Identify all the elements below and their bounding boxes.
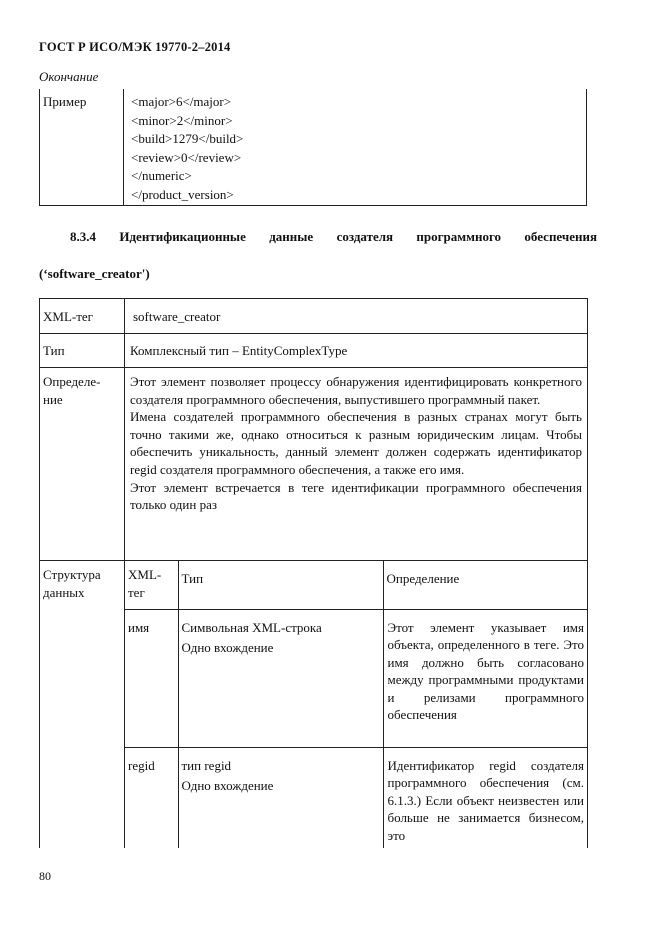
row-type-name: Символьная XML-строка bbox=[181, 619, 322, 635]
row-definition: Этот элемент указывает имя объекта, определенного в теге. Это имя должно быть согласовано между программными продуктами и релизами программного обеспечения bbox=[383, 609, 588, 747]
section-heading-text: 8.3.4 Идентификационные данные создателя программного обеспечения bbox=[70, 229, 597, 244]
row-definition: Идентификатор regid создателя программного обеспечения (см. 6.1.3.) Если объект неизвестен или больше не занимается бизнесом, это bbox=[387, 757, 584, 843]
example-line: <review>0</review> bbox=[131, 149, 242, 165]
structure-label: Структура данных bbox=[40, 561, 125, 849]
row-type-name: тип regid bbox=[181, 757, 232, 773]
structure-subtable bbox=[125, 561, 588, 848]
section-heading bbox=[39, 229, 597, 282]
page-number: 80 bbox=[39, 869, 51, 883]
column-header-xml-tag: XML-тег bbox=[125, 561, 178, 609]
definition-paragraph: Этот элемент встречается в теге идентификации программного обеспечения только один раз bbox=[130, 479, 582, 513]
section-element-name: (‘software_creator') bbox=[39, 266, 150, 281]
definition-paragraph: Имена создателей программного обеспечения в разных странах могут быть точно такими же, однако относиться к разным юридическим лицам. Чтобы обеспечить уникальность, данный элемент должен содержать идентификатор regid создателя программного обеспечения, а также его имя. bbox=[130, 409, 582, 477]
standard-header: ГОСТ Р ИСО/МЭК 19770-2–2014 bbox=[39, 40, 231, 54]
example-line: <minor>2</minor> bbox=[131, 112, 233, 128]
xml-tag-value: software_creator bbox=[125, 299, 588, 334]
example-line: </numeric> bbox=[131, 168, 192, 184]
definition-label: Определе-ние bbox=[40, 368, 125, 561]
row-tag: regid bbox=[125, 747, 178, 848]
structure-subtable-cell bbox=[125, 561, 588, 849]
row-occurrence: Одно вхождение bbox=[181, 640, 274, 656]
xml-tag-label: XML-тег bbox=[40, 299, 125, 334]
column-header-definition: Определение bbox=[383, 561, 588, 609]
row-type bbox=[178, 747, 383, 848]
example-line: </product_version> bbox=[131, 186, 234, 202]
example-label: Пример bbox=[40, 89, 124, 206]
row-occurrence: Одно вхождение bbox=[181, 778, 274, 794]
example-line: <build>1279</build> bbox=[131, 131, 244, 147]
row-tag: имя bbox=[125, 609, 178, 747]
table-row bbox=[125, 747, 588, 848]
example-line: <major>6</major> bbox=[131, 94, 232, 109]
row-type bbox=[178, 609, 383, 747]
column-header-type: Тип bbox=[178, 561, 383, 609]
element-spec-table bbox=[39, 298, 588, 848]
example-table bbox=[39, 89, 587, 206]
type-value: Комплексный тип – EntityComplexType bbox=[125, 334, 588, 368]
example-code bbox=[124, 89, 587, 206]
continuation-label: Окончание bbox=[39, 69, 99, 84]
definition-paragraph: Этот элемент позволяет процессу обнаружения идентифицировать конкретного создателя программного обеспечения, выпустившего программный пакет. bbox=[130, 374, 582, 407]
type-label: Тип bbox=[40, 334, 125, 368]
table-row bbox=[125, 609, 588, 747]
definition-value bbox=[125, 368, 588, 561]
